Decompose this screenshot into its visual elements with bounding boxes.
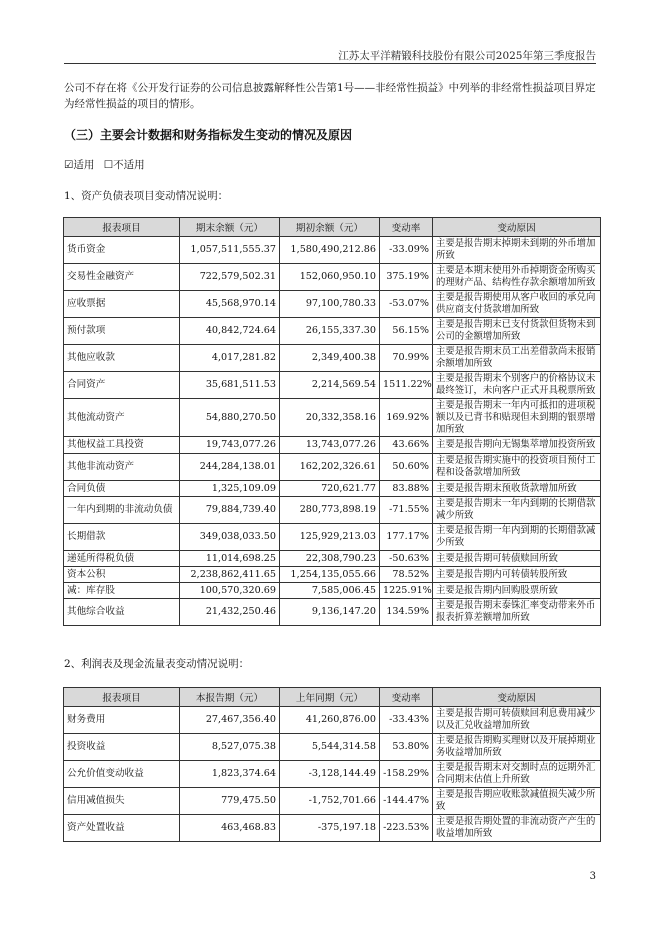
item-cell: 长期借款 [64,524,180,551]
current-amount-cell: 8,527,075.38 [180,734,280,761]
item-cell: 投资收益 [64,734,180,761]
reason-cell: 主要是报告期末预收货款增加所致 [433,481,601,497]
table-row [64,264,601,291]
item-cell: 公允价值变动收益 [64,761,180,788]
current-amount-cell: 1,057,511,555.37 [180,237,280,264]
change-rate-cell: 169.92% [380,399,433,437]
income-cashflow-changes-table [63,687,601,842]
table-header-row [64,688,601,707]
item-cell: 递延所得税负债 [64,551,180,567]
current-amount-cell: 27,467,356.40 [180,707,280,734]
intro-paragraph: 公司不存在将《公开发行证券的公司信息披露解释性公告第1号——非经常性损益》中列举的非经常性损益项目界定为经常性损益的项目的情形。 [64,82,596,110]
change-rate-cell: -33.43% [380,707,433,734]
column-header: 变动率 [380,688,433,707]
change-rate-cell: 177.17% [380,524,433,551]
prior-amount-cell: 26,155,337.30 [280,318,380,345]
section-title: （三）主要会计数据和财务指标发生变动的情况及原因 [64,128,353,142]
page-number: 3 [589,871,596,882]
reason-cell: 主要是报告期末个别客户的价格协议未最终签订，未向客户正式开具税票所致 [433,372,601,399]
change-rate-cell: 53.80% [380,734,433,761]
table-row [64,815,601,842]
income-statement-subtitle: 2、利润表及现金流量表变动情况说明： [64,658,250,670]
column-header: 期末余额（元） [180,218,280,237]
prior-amount-cell: -1,752,701.66 [280,788,380,815]
prior-amount-cell: 2,349,400.38 [280,345,380,372]
prior-amount-cell: 13,743,077.26 [280,437,380,454]
table-row [64,372,601,399]
prior-amount-cell: 162,202,326.61 [280,454,380,481]
current-amount-cell: 100,570,320.69 [180,583,280,599]
current-amount-cell: 19,743,077.26 [180,437,280,454]
current-amount-cell: 45,568,970.14 [180,291,280,318]
prior-amount-cell: 20,332,358.16 [280,399,380,437]
table-row [64,761,601,788]
current-amount-cell: 35,681,511.53 [180,372,280,399]
table-header-row [64,218,601,237]
item-cell: 合同资产 [64,372,180,399]
change-rate-cell: -223.53% [380,815,433,842]
table-row [64,567,601,583]
column-header: 报表项目 [64,218,180,237]
column-header: 变动原因 [433,218,601,237]
change-rate-cell: -53.07% [380,291,433,318]
reason-cell: 主要是报告期末掉期未到期的外币增加所致 [433,237,601,264]
current-amount-cell: 40,842,724.64 [180,318,280,345]
item-cell: 交易性金融资产 [64,264,180,291]
reason-cell: 主要是报告期购买理财以及开展掉期业务收益增加所致 [433,734,601,761]
reason-cell: 主要是报告期内回购股票所致 [433,583,601,599]
applicable-checkbox: ☑适用 [64,159,95,171]
table-row [64,481,601,497]
current-amount-cell: 11,014,698.25 [180,551,280,567]
column-header: 本报告期（元） [180,688,280,707]
item-cell: 减：库存股 [64,583,180,599]
table-row [64,437,601,454]
table-row [64,345,601,372]
current-amount-cell: 21,432,250.46 [180,599,280,626]
reason-cell: 主要是报告期一年内到期的长期借款减少所致 [433,524,601,551]
change-rate-cell: 1511.22% [380,372,433,399]
prior-amount-cell: 9,136,147.20 [280,599,380,626]
report-header: 江苏太平洋精锻科技股份有限公司2025年第三季度报告 [338,50,596,62]
change-rate-cell: 43.66% [380,437,433,454]
table-row [64,707,601,734]
reason-cell: 主要是报告期末已支付货款但货物未到公司的金额增加所致 [433,318,601,345]
change-rate-cell: 134.59% [380,599,433,626]
reason-cell: 主要是报告期末一年内可抵扣的进项税额以及已背书和贴现但未到期的银票增加所致 [433,399,601,437]
prior-amount-cell: 125,929,213.03 [280,524,380,551]
current-amount-cell: 4,017,281.82 [180,345,280,372]
current-amount-cell: 722,579,502.31 [180,264,280,291]
change-rate-cell: 70.99% [380,345,433,372]
column-header: 期初余额（元） [280,218,380,237]
table-row [64,497,601,524]
reason-cell: 主要是报告期末一年内到期的长期借款减少所致 [433,497,601,524]
current-amount-cell: 54,880,270.50 [180,399,280,437]
current-amount-cell: 244,284,138.01 [180,454,280,481]
balance-sheet-changes-table [63,217,601,626]
table-row [64,599,601,626]
table-row [64,583,601,599]
not-applicable-checkbox: ☐不适用 [103,159,145,171]
prior-amount-cell: 280,773,898.19 [280,497,380,524]
item-cell: 货币资金 [64,237,180,264]
prior-amount-cell: 152,060,950.10 [280,264,380,291]
item-cell: 一年内到期的非流动负债 [64,497,180,524]
table-row [64,788,601,815]
table-row [64,399,601,437]
item-cell: 资产处置收益 [64,815,180,842]
item-cell: 财务费用 [64,707,180,734]
reason-cell: 主要是报告期末泰铢汇率变动带来外币报表折算差额增加所致 [433,599,601,626]
item-cell: 合同负债 [64,481,180,497]
table-row [64,318,601,345]
prior-amount-cell: 5,544,314.58 [280,734,380,761]
item-cell: 其他权益工具投资 [64,437,180,454]
current-amount-cell: 779,475.50 [180,788,280,815]
table-row [64,551,601,567]
change-rate-cell: -144.47% [380,788,433,815]
prior-amount-cell: 1,254,135,055.66 [280,567,380,583]
reason-cell: 主要是报告期末员工出差借款尚未报销余额增加所致 [433,345,601,372]
prior-amount-cell: 97,100,780.33 [280,291,380,318]
item-cell: 其他非流动资产 [64,454,180,481]
table-row [64,454,601,481]
item-cell: 其他流动资产 [64,399,180,437]
table-row [64,237,601,264]
prior-amount-cell: -3,128,144.49 [280,761,380,788]
prior-amount-cell: 41,260,876.00 [280,707,380,734]
change-rate-cell: 78.52% [380,567,433,583]
column-header: 上年同期（元） [280,688,380,707]
change-rate-cell: 375.19% [380,264,433,291]
item-cell: 其他应收款 [64,345,180,372]
prior-amount-cell: 22,308,790.23 [280,551,380,567]
current-amount-cell: 2,238,862,411.65 [180,567,280,583]
reason-cell: 主要是报告期可转债赎回所致 [433,551,601,567]
balance-sheet-subtitle: 1、资产负债表项目变动情况说明： [64,190,229,202]
prior-amount-cell: 1,580,490,212.86 [280,237,380,264]
prior-amount-cell: 720,621.77 [280,481,380,497]
item-cell: 资本公积 [64,567,180,583]
reason-cell: 主要是报告期应收账款减值损失减少所致 [433,788,601,815]
column-header: 报表项目 [64,688,180,707]
table-row [64,524,601,551]
current-amount-cell: 79,884,739.40 [180,497,280,524]
change-rate-cell: -33.09% [380,237,433,264]
reason-cell: 主要是报告期处置的非流动资产产生的收益增加所致 [433,815,601,842]
column-header: 变动原因 [433,688,601,707]
current-amount-cell: 349,038,033.50 [180,524,280,551]
header-divider [64,63,596,64]
reason-cell: 主要是报告期使用从客户收回的承兑向供应商支付货款增加所致 [433,291,601,318]
reason-cell: 主要是报告期末对交割时点的远期外汇合同期末估值上升所致 [433,761,601,788]
applicability-options [64,157,151,172]
change-rate-cell: -71.55% [380,497,433,524]
current-amount-cell: 1,325,109.09 [180,481,280,497]
reason-cell: 主要是报告期内可转债转股所致 [433,567,601,583]
item-cell: 其他综合收益 [64,599,180,626]
reason-cell: 主要是报告期可转债赎回利息费用减少以及汇兑收益增加所致 [433,707,601,734]
reason-cell: 主要是报告期实施中的投资项目预付工程和设备款增加所致 [433,454,601,481]
current-amount-cell: 463,468.83 [180,815,280,842]
item-cell: 预付款项 [64,318,180,345]
change-rate-cell: 1225.91% [380,583,433,599]
change-rate-cell: 83.88% [380,481,433,497]
column-header: 变动率 [380,218,433,237]
item-cell: 信用减值损失 [64,788,180,815]
prior-amount-cell: 7,585,006.45 [280,583,380,599]
reason-cell: 主要是本期末使用外币掉期资金所购买的理财产品、结构性存款余额增加所致 [433,264,601,291]
change-rate-cell: 56.15% [380,318,433,345]
table-row [64,734,601,761]
change-rate-cell: -158.29% [380,761,433,788]
change-rate-cell: -50.63% [380,551,433,567]
reason-cell: 主要是报告期向无锡集萃增加投资所致 [433,437,601,454]
prior-amount-cell: 2,214,569.54 [280,372,380,399]
table-row [64,291,601,318]
prior-amount-cell: -375,197.18 [280,815,380,842]
change-rate-cell: 50.60% [380,454,433,481]
current-amount-cell: 1,823,374.64 [180,761,280,788]
item-cell: 应收票据 [64,291,180,318]
